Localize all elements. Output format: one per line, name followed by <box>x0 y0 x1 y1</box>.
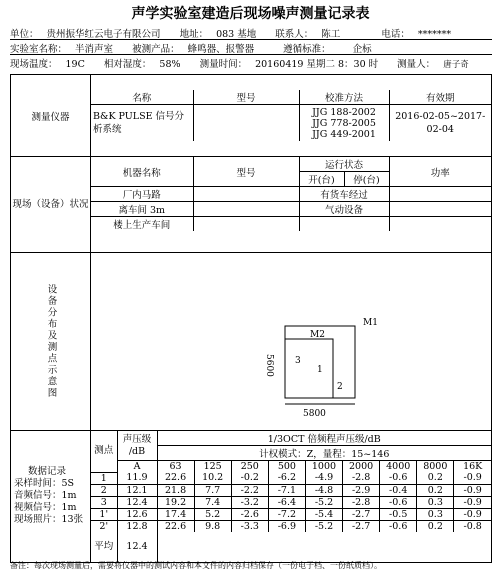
row-value: -0.9 <box>454 484 491 496</box>
contact-value: 陈工 <box>321 29 341 40</box>
row-point: 2 <box>91 484 117 496</box>
product-label: 被测产品： <box>132 44 180 55</box>
row-value: -2.7 <box>343 520 380 532</box>
measurement-table <box>91 431 491 562</box>
calib-line-3: JJG 449-2001 <box>312 128 376 140</box>
temp-value: 19C <box>65 59 85 70</box>
point-2-label: 2 <box>337 381 343 392</box>
row-value: -7.1 <box>268 484 305 496</box>
row-point: 3 <box>91 496 117 508</box>
standard-label: 遵循标准： <box>283 44 331 55</box>
standard-value: 企标 <box>352 44 372 55</box>
row-value: 21.8 <box>157 484 194 496</box>
row-value: 22.6 <box>157 520 194 532</box>
calib-line-2: JJG 778-2005 <box>312 117 376 129</box>
instrument-section-label: 测量仪器 <box>11 75 91 157</box>
instrument-col-model: 型号 <box>193 90 299 105</box>
instrument-calib <box>299 105 389 141</box>
record-table <box>10 74 492 563</box>
row-value: 0.3 <box>417 508 454 520</box>
row-value: 9.8 <box>194 520 231 532</box>
row-value: 12.8 <box>117 520 157 532</box>
lab-label: 实验室名称： <box>10 44 68 55</box>
row-value: 0.3 <box>417 496 454 508</box>
equipment-col-name: 机器名称 <box>91 157 193 187</box>
point-3-label: 3 <box>295 355 301 366</box>
row-point: 2' <box>91 520 117 532</box>
width-dim-label: 5800 <box>303 408 326 419</box>
header-row-3 <box>10 56 500 70</box>
row-value: -2.2 <box>231 484 268 496</box>
instrument-table <box>91 90 491 141</box>
row-value: 0.2 <box>417 520 454 532</box>
equipment-table <box>91 157 491 231</box>
row-value: -0.6 <box>380 520 417 532</box>
sampling-time: 采样时间：5S <box>14 478 75 490</box>
row-value: 7.7 <box>194 484 231 496</box>
col-point: 测点 <box>91 431 117 472</box>
row-value: 19.2 <box>157 496 194 508</box>
equipment-row-1-name: 厂内马路 <box>91 187 193 202</box>
band-500: 500 <box>268 461 305 473</box>
col-spl: 声压级 /dB <box>117 431 157 461</box>
product-value: 蜂鸣器、报警器 <box>187 44 255 55</box>
row-value: -7.2 <box>268 508 305 520</box>
row-value: -2.8 <box>343 496 380 508</box>
data-section-label: 数据记录 <box>28 466 67 478</box>
footnote: 备注：每次现场测量后，需要将仪器中的测试内容和本文件的内容归档保存（一份电子档、一份纸质档）。 <box>10 561 382 570</box>
address-label: 地址： <box>179 29 209 40</box>
equipment-section-label: 现场（设备）状况 <box>11 157 91 253</box>
point-1-label: 1 <box>317 364 323 375</box>
band-a: A <box>117 461 157 473</box>
layout-diagram <box>91 256 491 428</box>
avg-value: 12.4 <box>117 532 157 562</box>
sound-signal: 音频信号：1m <box>14 490 77 502</box>
row-point: 1 <box>91 472 117 484</box>
photo-count: 现场照片：13张 <box>14 514 84 526</box>
temp-label: 现场温度： <box>10 59 58 70</box>
person-label: 测量人： <box>397 59 436 70</box>
row-value: 0.2 <box>417 472 454 484</box>
table-row <box>91 508 491 520</box>
instrument-model <box>193 105 299 141</box>
row-value: -2.9 <box>343 484 380 496</box>
row-value: -5.2 <box>305 520 342 532</box>
equipment-col-on: 开(台) <box>299 172 344 187</box>
row-point: 1' <box>91 508 117 520</box>
equipment-row-1-status: 有货车经过 <box>299 187 389 202</box>
row-value: 12.1 <box>117 484 157 496</box>
row-value: -0.5 <box>380 508 417 520</box>
row-value: -0.9 <box>454 472 491 484</box>
row-value: -0.9 <box>454 496 491 508</box>
table-row <box>91 484 491 496</box>
row-value: -4.9 <box>305 472 342 484</box>
unit-label: 单位： <box>10 29 39 40</box>
row-value: -0.6 <box>380 472 417 484</box>
row-value: -2.7 <box>343 508 380 520</box>
row-value: -0.9 <box>454 508 491 520</box>
data-section-info <box>11 431 91 563</box>
band-header-row <box>91 461 491 473</box>
band-8000: 8000 <box>417 461 454 473</box>
table-row <box>91 496 491 508</box>
person-value: 唐子奇 <box>443 60 469 70</box>
instrument-col-valid: 有效期 <box>389 90 491 105</box>
row-value: 17.4 <box>157 508 194 520</box>
row-value: 7.4 <box>194 496 231 508</box>
height-dim-label: 5600 <box>264 353 274 377</box>
video-signal: 视频信号：1m <box>14 502 77 514</box>
instrument-col-name: 名称 <box>91 90 193 105</box>
row-value: -0.8 <box>454 520 491 532</box>
row-value: -6.4 <box>268 496 305 508</box>
row-value: -5.2 <box>305 496 342 508</box>
row-value: 12.4 <box>117 496 157 508</box>
inner-area <box>285 339 333 398</box>
instrument-name: B&K PULSE 信号分析系统 <box>91 105 193 141</box>
m1-label: M1 <box>363 317 378 328</box>
lab-value: 半消声室 <box>75 44 114 55</box>
band-63: 63 <box>157 461 194 473</box>
contact-label: 联系人： <box>275 29 314 40</box>
time-value: 20160419 星期二 8：30 时 <box>255 59 379 70</box>
humidity-label: 相对湿度： <box>103 59 152 70</box>
row-value: 12.6 <box>117 508 157 520</box>
instrument-valid: 2016-02-05~2017-02-04 <box>389 105 491 141</box>
address-value: 083 基地 <box>216 29 257 40</box>
row-value: -5.4 <box>305 508 342 520</box>
table-row <box>91 472 491 484</box>
row-value: -0.4 <box>380 484 417 496</box>
equipment-row-2-name: 离车间 3m <box>91 202 193 217</box>
equipment-col-off: 停(台) <box>344 172 389 187</box>
row-value: -2.6 <box>231 508 268 520</box>
avg-label: 平均 <box>91 532 117 562</box>
row-value: 22.6 <box>157 472 194 484</box>
row-value: -4.8 <box>305 484 342 496</box>
row-value: -0.2 <box>231 472 268 484</box>
equipment-col-power: 功率 <box>389 157 491 187</box>
phone-label: 电话： <box>381 29 410 40</box>
band-125: 125 <box>194 461 231 473</box>
header-row-1 <box>10 26 500 40</box>
equipment-row-3-status <box>299 217 389 232</box>
row-value: -0.6 <box>380 496 417 508</box>
equipment-row-2-status: 气动设备 <box>299 202 389 217</box>
row-value: -3.3 <box>231 520 268 532</box>
row-value: -6.9 <box>268 520 305 532</box>
m2-label: M2 <box>310 329 325 340</box>
row-value: 5.2 <box>194 508 231 520</box>
row-value: -3.2 <box>231 496 268 508</box>
col-oct: 1/3OCT 倍频程声压级/dB <box>157 431 491 446</box>
layout-drawing <box>91 256 491 428</box>
phone-value: ******* <box>417 29 452 40</box>
header-row-2 <box>10 41 500 55</box>
col-mode: 计权模式：Z，量程：15~146 <box>157 446 491 461</box>
row-value: -2.8 <box>343 472 380 484</box>
equipment-col-status: 运行状态 <box>299 157 389 172</box>
instrument-col-calib: 校准方法 <box>299 90 389 105</box>
table-row <box>91 520 491 532</box>
row-value: 11.9 <box>117 472 157 484</box>
band-4000: 4000 <box>380 461 417 473</box>
page-title: 声学实验室建造后现场噪声测量记录表 <box>131 6 370 22</box>
equipment-col-model: 型号 <box>193 157 299 187</box>
row-value: -6.2 <box>268 472 305 484</box>
humidity-value: 58% <box>159 59 181 70</box>
band-250: 250 <box>231 461 268 473</box>
row-value: 10.2 <box>194 472 231 484</box>
calib-line-1: JJG 188-2002 <box>312 106 376 118</box>
band-2000: 2000 <box>343 461 380 473</box>
time-label: 测量时间： <box>199 59 248 70</box>
equipment-row-3-name: 楼上生产车间 <box>91 217 193 232</box>
band-1000: 1000 <box>305 461 342 473</box>
unit-value: 贵州振华红云电子有限公司 <box>46 29 161 40</box>
layout-section-label: 设备分布及测点示意图 <box>45 284 57 399</box>
row-value: 0.2 <box>417 484 454 496</box>
band-16k: 16K <box>454 461 491 473</box>
